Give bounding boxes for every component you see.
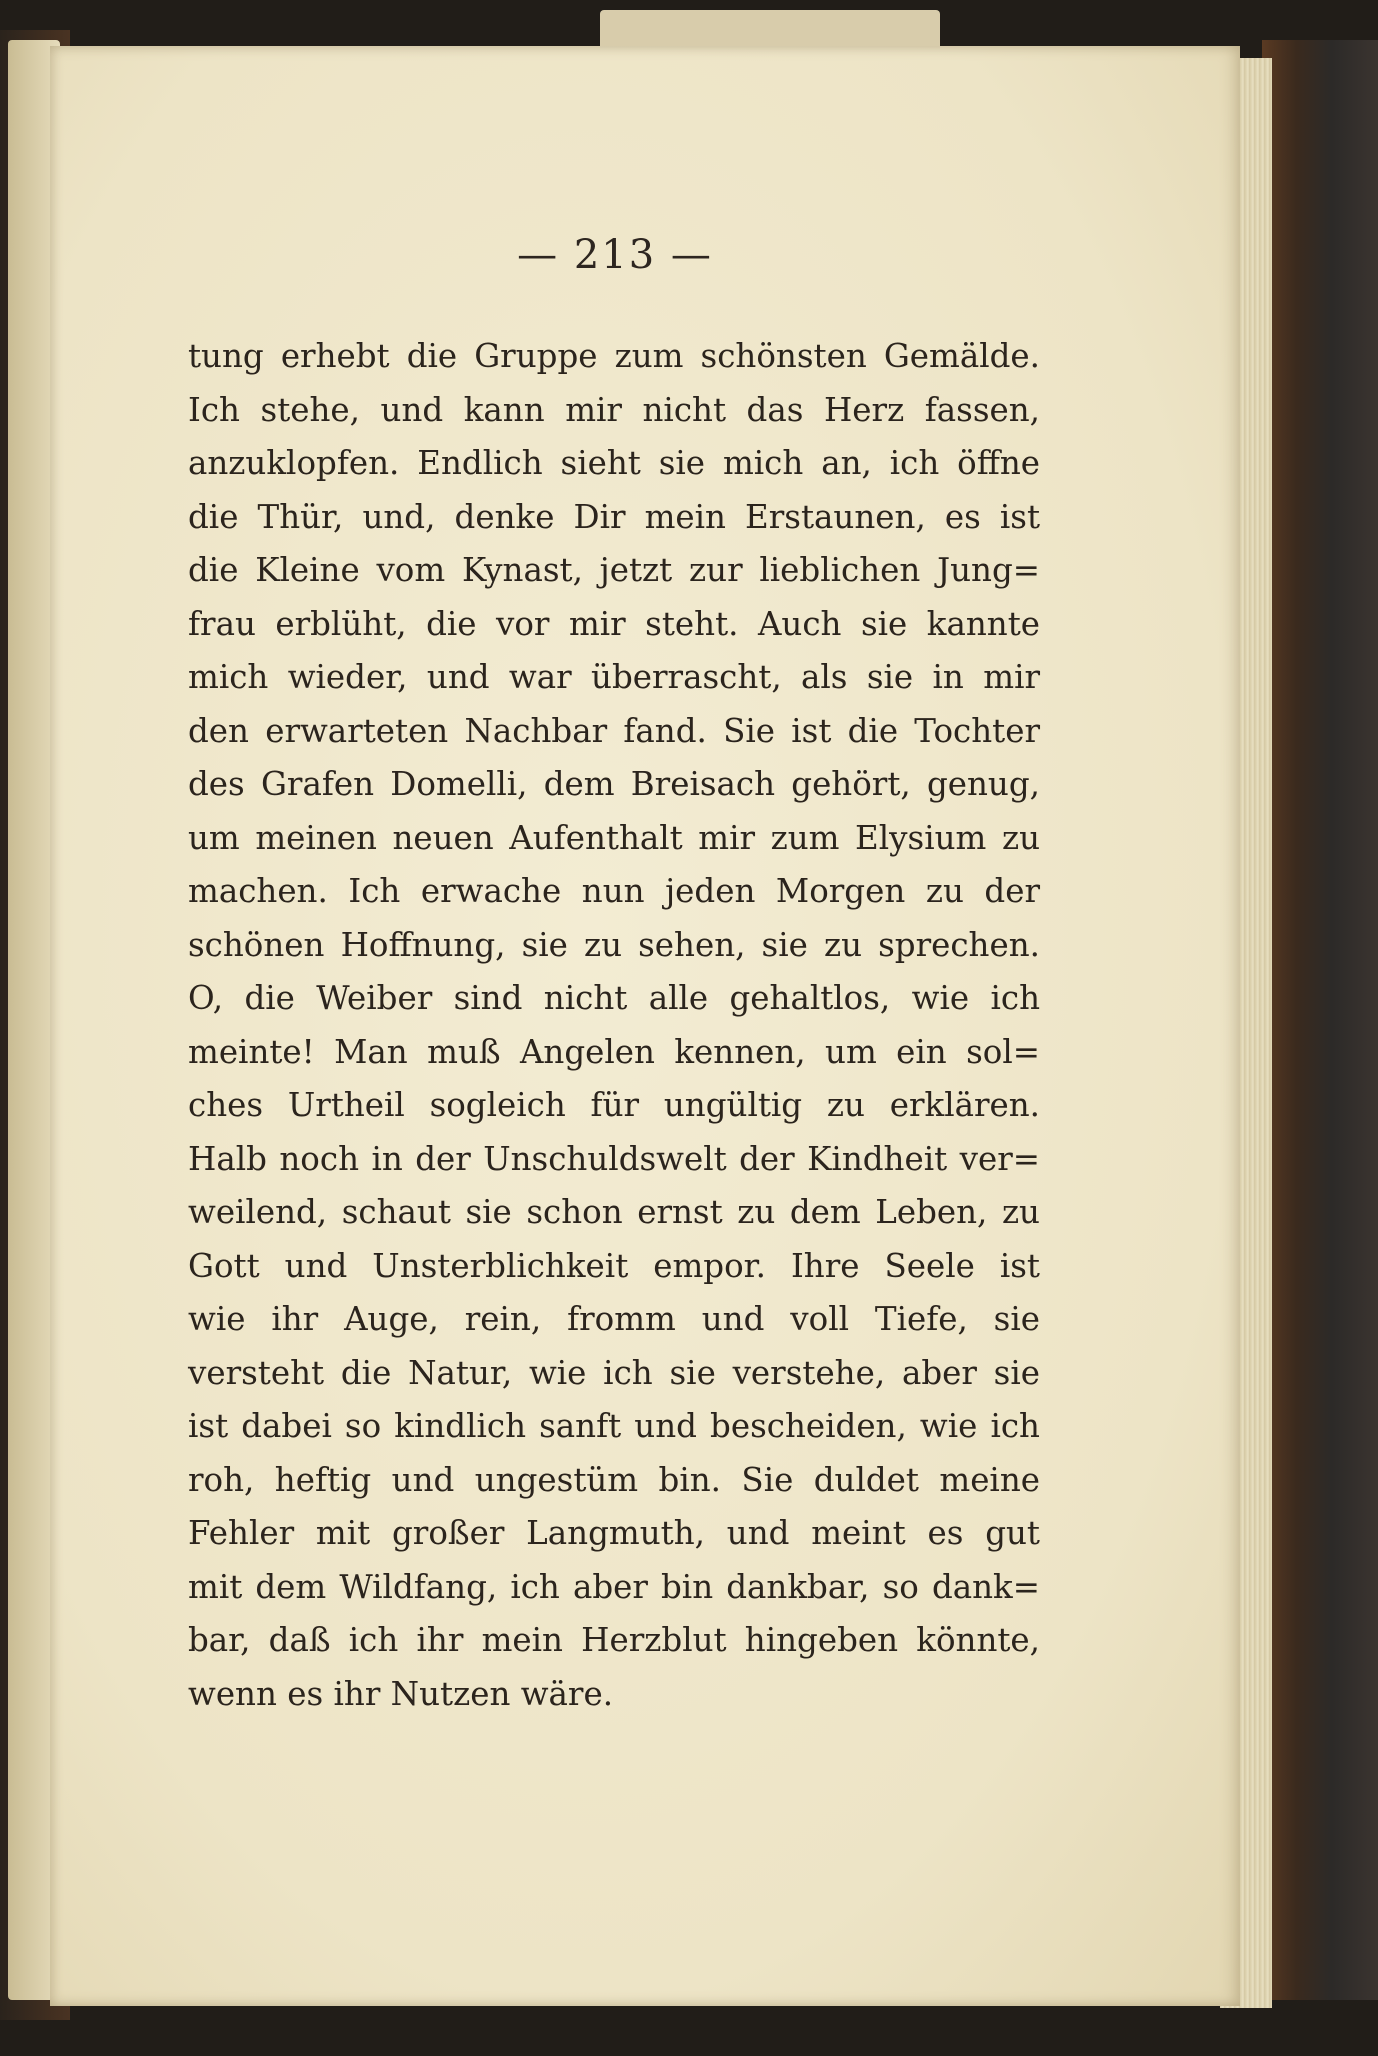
text-line: die Kleine vom Kynast, jetzt zur lieblichen Jung= (188, 551, 1040, 589)
text-line: anzuklopfen. Endlich sieht sie mich an, ich öffne (188, 444, 1040, 482)
page-number: — 213 — (517, 232, 713, 278)
text-line: Halb noch in der Unschuldswelt der Kindheit ver= (188, 1139, 1040, 1178)
text-line: mich wieder, und war überrascht, als sie in mir (188, 658, 1040, 696)
text-line: Ich stehe, und kann mir nicht das Herz fassen, (188, 390, 1040, 429)
text-line: den erwarteten Nachbar fand. Sie ist die Tochter (188, 711, 1040, 750)
text-line: roh, heftig und ungestüm bin. Sie duldet meine (188, 1460, 1040, 1499)
text-line: weilend, schaut sie schon ernst zu dem Leben, zu (188, 1193, 1040, 1231)
text-line: mit dem Wildfang, ich aber bin dankbar, so dank= (188, 1567, 1040, 1606)
text-line: meinte! Man muß Angelen kennen, um ein sol= (188, 1032, 1040, 1071)
text-line: frau erblüht, die vor mir steht. Auch sie kannte (188, 604, 1040, 643)
text-line: wenn es ihr Nutzen wäre. (188, 1674, 614, 1713)
text-line: Gott und Unsterblichkeit empor. Ihre Seele ist (188, 1246, 1040, 1285)
text-line: die Thür, und, denke Dir mein Erstaunen, es ist (188, 497, 1040, 536)
right-cover-edge (1262, 40, 1378, 2000)
text-line: Fehler mit großer Langmuth, und meint es gut (188, 1514, 1040, 1552)
text-line: O, die Weiber sind nicht alle gehaltlos, wie ich (188, 979, 1040, 1017)
text-line: bar, daß ich ihr mein Herzblut hingeben könnte, (188, 1621, 1040, 1659)
text-line: ches Urtheil sogleich für ungültig zu erklären. (188, 1086, 1040, 1124)
body-text (188, 330, 1040, 1721)
text-line: machen. Ich erwache nun jeden Morgen zu der (188, 872, 1040, 910)
text-line: schönen Hoffnung, sie zu sehen, sie zu sprechen. (188, 925, 1040, 964)
text-line: des Grafen Domelli, dem Breisach gehört, genug, (188, 765, 1040, 803)
text-line: versteht die Natur, wie ich sie verstehe, aber sie (188, 1353, 1040, 1392)
text-line: ist dabei so kindlich sanft und bescheiden, wie ich (188, 1407, 1040, 1445)
text-line: um meinen neuen Aufenthalt mir zum Elysium zu (188, 818, 1040, 857)
book-page (50, 46, 1240, 2006)
text-line: wie ihr Auge, rein, fromm und voll Tiefe, sie (188, 1300, 1040, 1338)
text-line: tung erhebt die Gruppe zum schönsten Gemälde. (188, 337, 1040, 375)
